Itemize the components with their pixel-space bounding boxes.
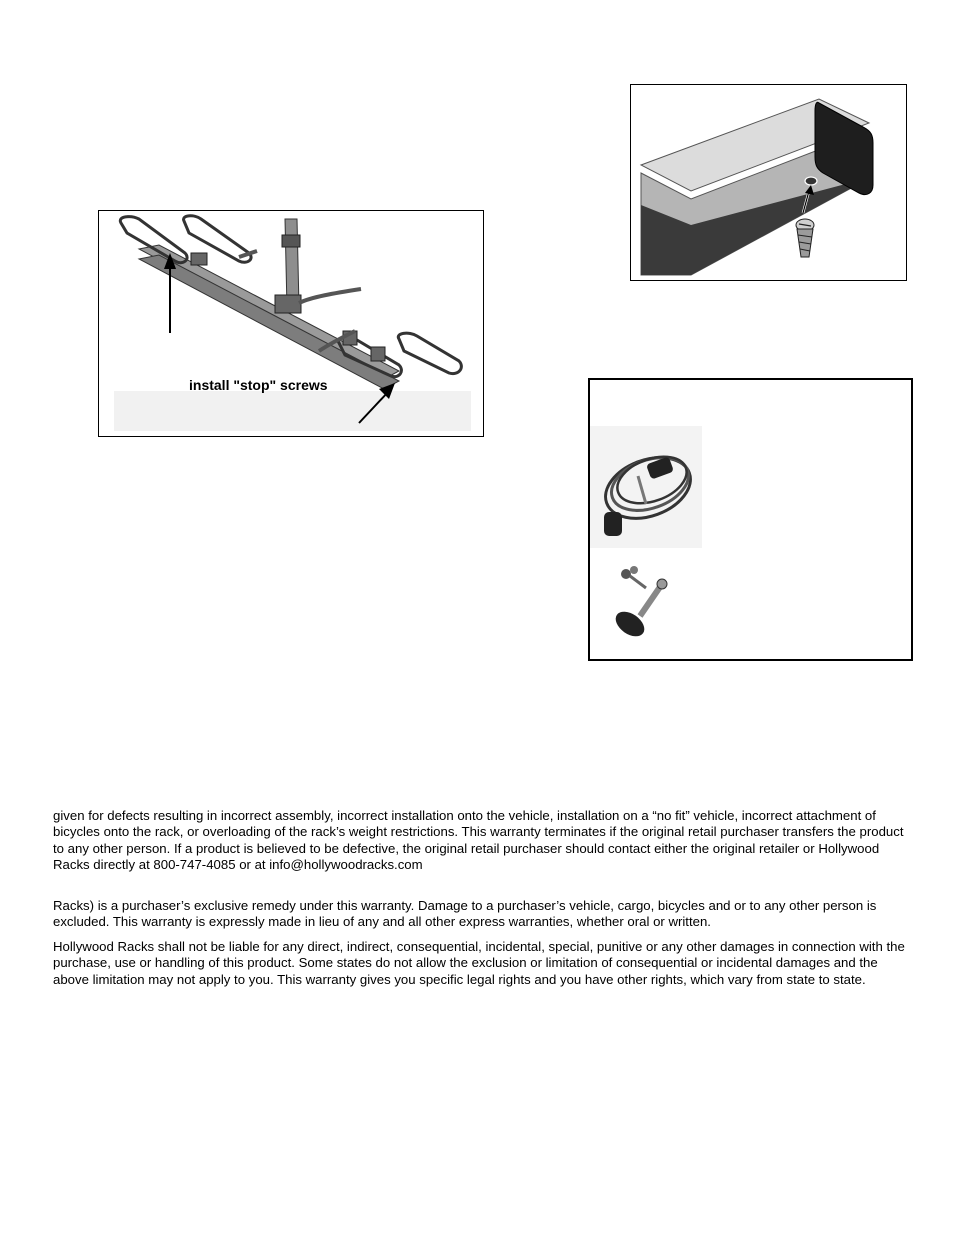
tube-screw-figure — [630, 84, 907, 281]
lock-accessories-figure — [588, 378, 913, 661]
cable-lock-illustration — [590, 380, 911, 659]
warranty-paragraph-remedy: Racks) is a purchaser’s exclusive remedy under this warranty. Damage to a purchaser’s vehicle, cargo, bicycles and or to any other person is excluded. This warranty is expressly made in lieu of any and all other express warranties, whether oral or written. — [53, 898, 877, 930]
bike-rack-illustration — [99, 211, 482, 435]
stop-screws-caption: install "stop" screws — [189, 377, 328, 393]
warranty-paragraph-liability: Hollywood Racks shall not be liable for any direct, indirect, consequential, incidental, special, punitive or any other damages in connection with the purchase, use or handling of this product. Some states do not allow the exclusion or limitation of consequential or incidental damages and the above limitation may not apply to you. This warranty gives you specific legal rights and you have other rights, which vary from state to state. — [53, 939, 905, 987]
tube-end-illustration — [631, 85, 905, 279]
warranty-paragraph-defects: given for defects resulting in incorrect assembly, incorrect installation onto the vehicle, installation on a “no fit” vehicle, incorrect attachment of bicycles onto the rack, or overloading of the rack’s weight restrictions. This warranty terminates if the original retail purchaser transfers the product to any other person. If a product is believed to be defective, the original retail purchaser should contact either the original retailer or Hollywood Racks directly at 800-747-4085 or at info@hollywoodracks.com — [53, 808, 904, 872]
rack-assembly-figure — [98, 210, 484, 437]
